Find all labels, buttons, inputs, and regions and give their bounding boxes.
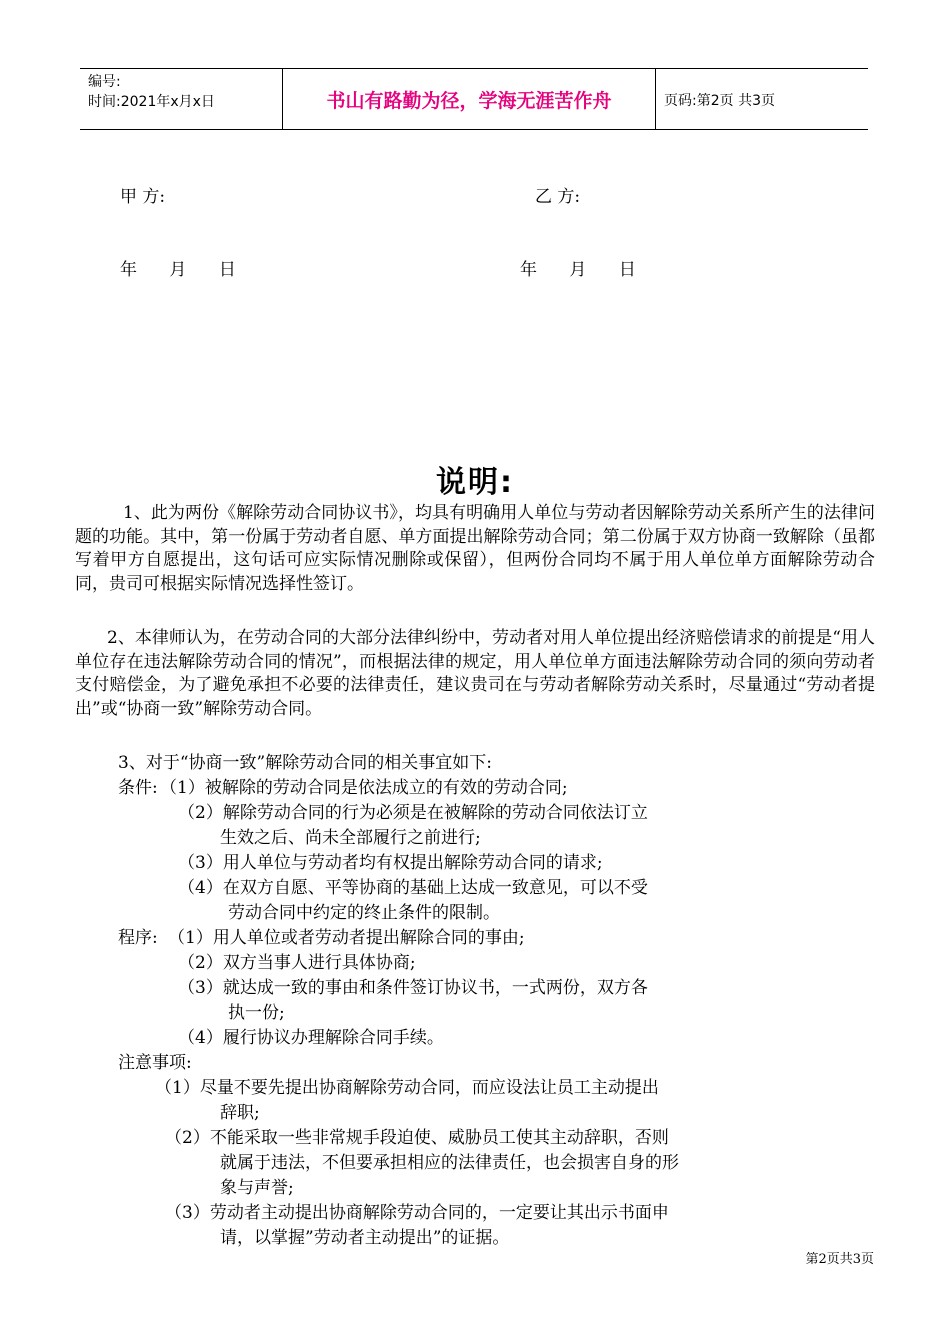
condition-1: （1）被解除的劳动合同是依法成立的有效的劳动合同;: [160, 778, 568, 798]
procedure-3-line-2: 执一份;: [228, 1003, 285, 1023]
party-b-label: 乙 方:: [535, 187, 581, 207]
note-paragraph-3: 3、对于“协商一致”解除劳动合同的相关事宜如下:: [118, 753, 492, 773]
party-a-label: 甲 方:: [120, 187, 166, 207]
condition-2-line-2: 生效之后、尚未全部履行之前进行;: [220, 828, 481, 848]
header-page-info: 页码:第2页 共3页: [664, 93, 775, 109]
attention-1-line-1: （1）尽量不要先提出协商解除劳动合同，而应设法让员工主动提出: [155, 1078, 659, 1098]
condition-4-line-2: 劳动合同中约定的终止条件的限制。: [228, 903, 500, 923]
header-motto: 书山有路勤为径，学海无涯苦作舟: [282, 69, 656, 129]
note-paragraph-2: 2、本律师认为，在劳动合同的大部分法律纠纷中，劳动者对用人单位提出经济赔偿请求的前提是“用人单位存在违法解除劳动合同的情况”，而根据法律的规定，用人单位单方面违法解除劳动合同的须向劳动者支付赔偿金，为了避免承担不必要的法律责任，建议贵司在与劳动者解除劳动关系时，尽量通过“劳动者提出”或“协商一致”解除劳动合同。: [75, 628, 875, 719]
conditions-label: 条件:: [118, 778, 158, 798]
attention-1-line-2: 辞职;: [220, 1103, 260, 1123]
serial-label: 编号:: [88, 74, 121, 90]
condition-3: （3）用人单位与劳动者均有权提出解除劳动合同的请求;: [178, 853, 603, 873]
date-a: 年 月 日: [120, 260, 236, 280]
note-paragraph-1: 1、此为两份《解除劳动合同协议书》，均具有明确用人单位与劳动者因解除劳动关系所产生的法律问题的功能。其中，第一份属于劳动者自愿、单方面提出解除劳动合同；第二份属于双方协商一致解除（虽都写着甲方自愿提出，这句话可应实际情况删除或保留），但两份合同均不属于用人单位单方面解除劳动合同，贵司可根据实际情况选择性签订。: [75, 503, 875, 594]
procedure-4: （4）履行协议办理解除合同手续。: [178, 1028, 444, 1048]
procedure-2: （2）双方当事人进行具体协商;: [178, 953, 416, 973]
procedure-label: 程序:: [118, 928, 158, 948]
condition-4-line-1: （4）在双方自愿、平等协商的基础上达成一致意见，可以不受: [178, 878, 648, 898]
procedure-1: （1）用人单位或者劳动者提出解除合同的事由;: [168, 928, 525, 948]
attention-3-line-1: （3）劳动者主动提出协商解除劳动合同的，一定要让其出示书面申: [165, 1203, 669, 1223]
notes-title: 说明:: [436, 465, 514, 500]
attention-2-line-1: （2）不能采取一些非常规手段迫使、威胁员工使其主动辞职，否则: [165, 1128, 669, 1148]
attention-3-line-2: 请，以掌握”劳动者主动提出”的证据。: [220, 1228, 510, 1248]
attention-2-line-3: 象与声誉;: [220, 1178, 294, 1198]
attention-2-line-2: 就属于违法，不但要承担相应的法律责任，也会损害自身的形: [220, 1153, 679, 1173]
attention-label: 注意事项:: [118, 1053, 192, 1073]
header-meta: [88, 72, 215, 112]
page-footer: 第2页共3页: [805, 1252, 874, 1267]
page-header: [80, 68, 868, 130]
date-b: 年 月 日: [520, 260, 636, 280]
condition-2-line-1: （2）解除劳动合同的行为必须是在被解除的劳动合同依法订立: [178, 803, 648, 823]
time-label: 时间:2021年x月x日: [88, 94, 215, 110]
procedure-3-line-1: （3）就达成一致的事由和条件签订协议书，一式两份，双方各: [178, 978, 648, 998]
